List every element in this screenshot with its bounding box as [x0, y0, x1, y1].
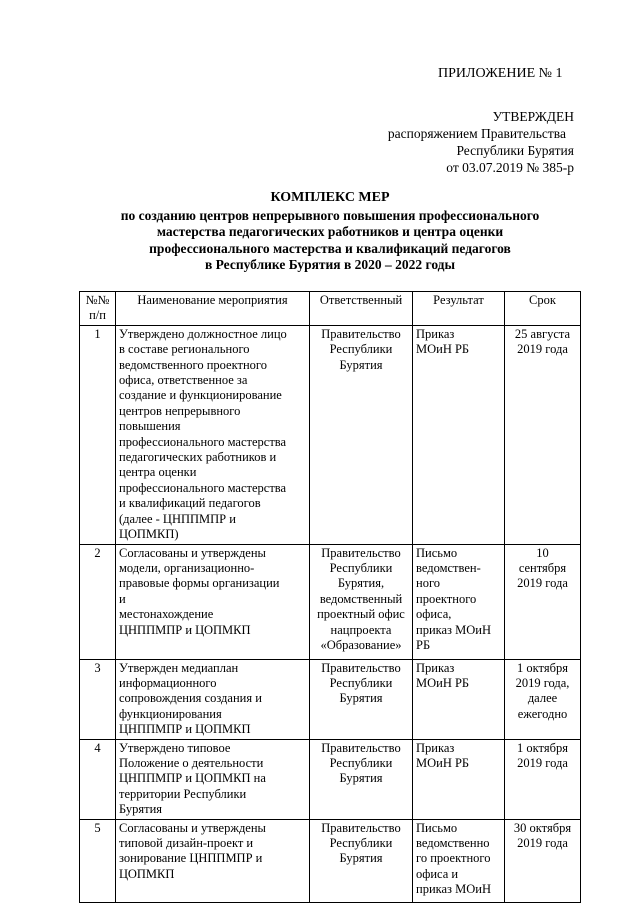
- table-row: [80, 819, 581, 902]
- cell-responsible: Правительство Республики Бурятия: [310, 819, 413, 902]
- approval-line-4: от 03.07.2019 № 385-р: [446, 160, 574, 175]
- cell-num: 1: [80, 325, 116, 544]
- cell-result: Письмо ведомственно го проектного офиса и приказ МОиН: [413, 819, 505, 902]
- header-name: Наименование мероприятия: [116, 292, 310, 326]
- document-title: [40, 190, 620, 274]
- cell-result: Приказ МОиН РБ: [413, 325, 505, 544]
- title-line-3: профессионального мастерства и квалификаций педагогов: [149, 240, 511, 256]
- cell-result: Приказ МОиН РБ: [413, 739, 505, 819]
- cell-responsible: Правительство Республики Бурятия, ведомственный проектный офис нацпроекта «Образование»: [310, 544, 413, 659]
- table-header-row: [80, 292, 581, 326]
- table-row: [80, 325, 581, 544]
- appendix-label: ПРИЛОЖЕНИЕ № 1: [438, 66, 563, 81]
- measures-table: [79, 291, 581, 903]
- cell-result: Письмо ведомствен- ного проектного офиса, приказ МОиН РБ: [413, 544, 505, 659]
- cell-name: Согласованы и утверждены модели, организационно- правовые формы организации и местонахождение ЦНППМПР и ЦОПМКП: [116, 544, 310, 659]
- header-term: Срок: [505, 292, 581, 326]
- cell-name: Утвержден медиаплан информационного сопровождения создания и функционирования ЦНППМПР и ЦОПМКП: [116, 659, 310, 739]
- cell-num: 3: [80, 659, 116, 739]
- cell-num: 4: [80, 739, 116, 819]
- cell-num: 5: [80, 819, 116, 902]
- cell-name: Утверждено должностное лицо в составе регионального ведомственного проектного офиса, ответственное за создание и функционирование центров непрерывного повышения профессионального мастерства педагогических работников и центра оценки профессионального мастерства и квалификаций педагогов (далее - ЦНППМПР и ЦОПМКП): [116, 325, 310, 544]
- cell-term: 1 октября 2019 года: [505, 739, 581, 819]
- cell-responsible: Правительство Республики Бурятия: [310, 739, 413, 819]
- cell-responsible: Правительство Республики Бурятия: [310, 659, 413, 739]
- title-heading: КОМПЛЕКС МЕР: [270, 190, 390, 205]
- header-responsible: Ответственный: [310, 292, 413, 326]
- approval-line-1: УТВЕРЖДЕН: [492, 109, 574, 124]
- title-line-4: в Республике Бурятия в 2020 – 2022 годы: [204, 257, 456, 272]
- cell-term: 1 октября 2019 года, далее ежегодно: [505, 659, 581, 739]
- title-line-2: мастерства педагогических работников и центра оценки: [156, 224, 504, 239]
- table-row: [80, 739, 581, 819]
- cell-result: Приказ МОиН РБ: [413, 659, 505, 739]
- approval-line-3: Республики Бурятия: [456, 143, 574, 158]
- header-num: №№ п/п: [80, 292, 116, 326]
- approval-line-2: распоряжением Правительства: [387, 126, 566, 141]
- cell-name: Утверждено типовое Положение о деятельности ЦНППМПР и ЦОПМКП на территории Республики Бурятия: [116, 739, 310, 819]
- cell-name: Согласованы и утверждены типовой дизайн-проект и зонирование ЦНППМПР и ЦОПМКП: [116, 819, 310, 902]
- table-row: [80, 544, 581, 659]
- cell-term: 30 октября 2019 года: [505, 819, 581, 902]
- cell-term: 10 сентября 2019 года: [505, 544, 581, 659]
- header-result: Результат: [413, 292, 505, 326]
- approval-block: [388, 108, 574, 176]
- table-row: [80, 659, 581, 739]
- cell-term: 25 августа 2019 года: [505, 325, 581, 544]
- cell-responsible: Правительство Республики Бурятия: [310, 325, 413, 544]
- cell-num: 2: [80, 544, 116, 659]
- title-line-1: по созданию центров непрерывного повышения профессионального: [120, 207, 540, 223]
